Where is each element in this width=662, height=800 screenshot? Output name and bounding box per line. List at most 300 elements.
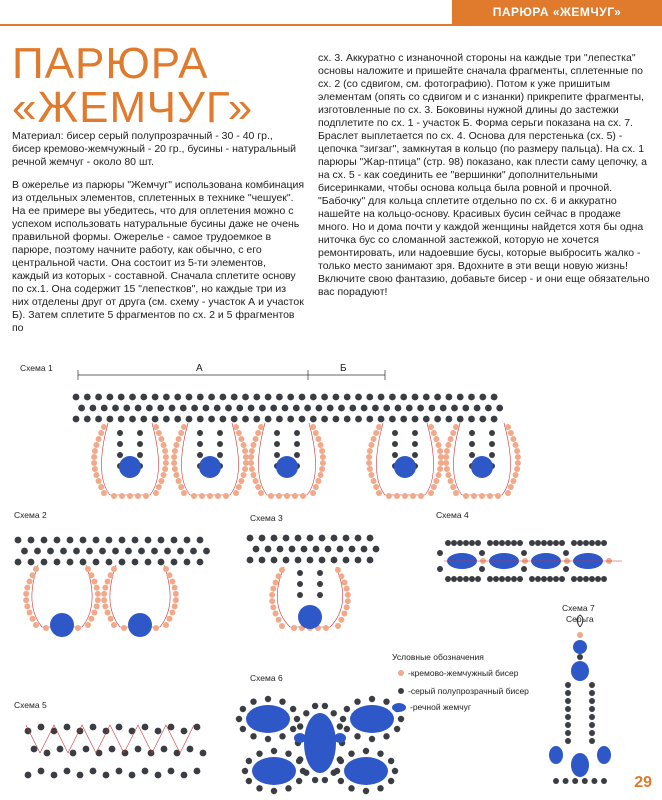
bead xyxy=(129,772,136,779)
bead xyxy=(77,772,84,779)
bead xyxy=(194,724,201,731)
pearl-bead xyxy=(252,757,296,785)
bead xyxy=(270,405,277,412)
bead xyxy=(102,585,108,591)
bead xyxy=(30,616,36,622)
bead xyxy=(283,557,290,564)
bead xyxy=(145,537,152,544)
bead xyxy=(173,472,179,478)
bead xyxy=(325,546,332,553)
bead xyxy=(457,416,464,423)
bead xyxy=(316,405,323,412)
right-body-text: сх. 3. Аккуратно с изнаночной стороны на каждые три "лепестка" основы наложите и пришейте сначала фрагменты, сплетенные по сх. 2 (со сдвигом, см. фотографию). Потом к уже пришитым элементам (опять со сдвигом и с изнанки) прикрепите фрагменты, изготовленные по сх. 3. Боковины нужной длины до застежки подплетите по сх. 1 - участок Б. Форма серьги показана на сх. 7. Браслет выплетается по сх. 4. Основа для перстенька (сх. 5) - цепочка "зигзаг", замкнутая в кольцо (по размеру пальца). На сх. 1 парюры "Жар-птица" (стр. 98) показано, как плести саму цепочку, а на сх. 5 - как соединить ее "вершинки" дополнительными бисеринками, чтобы основа кольца была ровной и прочной. "Бабочку" для кольца сплетите отдельно по сх. 6 и аккуратно нашейте на кольцо-основу. Красивых бусин сейчас в продаже много. Но и дома почти у каждой женщины найдется хотя бы одна ниточка бус со сломанной застежкой, которую не хочется ремонтировать, или надоевшие бусы, которые выбросить жалко - только место занимают зря. Вдохните в эти вещи новую жизнь! Включите свою фантазию, добавьте бисер - и они еще обязательно вас порадуют! xyxy=(318,52,650,298)
bead xyxy=(163,460,169,466)
bead xyxy=(299,416,306,423)
bead xyxy=(73,548,80,555)
bead xyxy=(319,466,325,472)
bead xyxy=(146,405,153,412)
bead xyxy=(348,750,354,756)
bead xyxy=(242,768,248,774)
bead xyxy=(437,550,443,556)
bead xyxy=(451,540,457,546)
bead xyxy=(321,416,328,423)
bead xyxy=(285,785,291,791)
bead xyxy=(428,490,434,496)
scheme6-label: Схема 6 xyxy=(250,673,283,683)
bead xyxy=(163,394,170,401)
bead xyxy=(367,535,374,542)
bead xyxy=(553,576,559,582)
bead xyxy=(78,405,85,412)
bead xyxy=(217,430,223,436)
bead xyxy=(284,493,290,499)
bead xyxy=(479,566,485,572)
bead xyxy=(438,454,444,460)
bead xyxy=(563,778,569,784)
bead xyxy=(322,777,328,783)
bead xyxy=(172,466,178,472)
bead xyxy=(377,750,383,756)
bead xyxy=(259,557,266,564)
bead xyxy=(125,548,132,555)
bead xyxy=(174,394,181,401)
bead xyxy=(94,603,100,609)
bead xyxy=(253,478,259,484)
bead xyxy=(341,611,347,617)
bead xyxy=(88,616,94,622)
bead xyxy=(331,770,337,776)
bead xyxy=(276,394,283,401)
bead xyxy=(395,405,402,412)
bead xyxy=(517,576,523,582)
bead xyxy=(208,416,215,423)
bead xyxy=(73,394,80,401)
bead xyxy=(41,537,48,544)
bead xyxy=(565,682,571,688)
bead xyxy=(111,622,117,628)
bead xyxy=(215,493,221,499)
pearl-bead xyxy=(549,746,563,764)
bead xyxy=(24,585,30,591)
bead xyxy=(355,394,362,401)
bead xyxy=(412,452,418,458)
bead xyxy=(293,405,300,412)
pearl-bead xyxy=(471,456,493,478)
bead xyxy=(366,394,373,401)
bead xyxy=(217,441,223,447)
bead xyxy=(344,726,350,732)
bead xyxy=(181,424,187,430)
bead xyxy=(200,750,207,757)
bead xyxy=(282,405,289,412)
bead xyxy=(166,572,172,578)
bead xyxy=(111,493,117,499)
bead xyxy=(565,738,571,744)
bead xyxy=(249,466,255,472)
bead xyxy=(31,746,38,753)
bead xyxy=(513,442,519,448)
bead xyxy=(469,452,475,458)
bead xyxy=(355,416,362,423)
bead xyxy=(265,546,272,553)
bead xyxy=(174,750,181,757)
bead xyxy=(338,778,344,784)
bead xyxy=(515,454,521,460)
bead xyxy=(292,493,298,499)
bead xyxy=(246,778,252,784)
bead xyxy=(27,610,33,616)
bead xyxy=(117,452,123,458)
bead xyxy=(322,703,328,709)
bead xyxy=(487,493,493,499)
bead xyxy=(318,442,324,448)
scheme7-sublabel: Серьга xyxy=(566,614,594,624)
bead xyxy=(508,430,514,436)
bead xyxy=(389,394,396,401)
bead xyxy=(378,394,385,401)
bead xyxy=(450,430,456,436)
bead xyxy=(437,448,443,454)
bead xyxy=(250,698,256,704)
bead xyxy=(547,540,553,546)
bead xyxy=(67,559,74,566)
bead xyxy=(383,698,389,704)
bead xyxy=(295,557,302,564)
bead xyxy=(469,540,475,546)
bead xyxy=(276,573,282,579)
bead xyxy=(143,493,149,499)
bead xyxy=(355,557,362,564)
legend-grey-text: -серый полупрозрачный бисер xyxy=(408,686,529,696)
bead xyxy=(443,454,449,460)
bead xyxy=(158,436,164,442)
bead xyxy=(323,625,329,631)
bead xyxy=(475,540,481,546)
bead xyxy=(127,493,133,499)
bead xyxy=(93,472,99,478)
bead xyxy=(368,442,374,448)
bead xyxy=(184,537,191,544)
bead xyxy=(220,394,227,401)
scheme2-label: Схема 2 xyxy=(14,510,47,520)
bead xyxy=(440,405,447,412)
bead xyxy=(156,430,162,436)
bead xyxy=(344,706,350,712)
bead xyxy=(241,472,247,478)
bead xyxy=(23,597,29,603)
bead xyxy=(445,540,451,546)
bead xyxy=(116,768,123,775)
bead xyxy=(181,772,188,779)
bead xyxy=(296,778,302,784)
bead xyxy=(105,610,111,616)
bead xyxy=(355,535,362,542)
bead xyxy=(371,436,377,442)
bead xyxy=(86,548,93,555)
scheme1-label: Схема 1 xyxy=(20,363,53,373)
header-bar xyxy=(0,0,662,24)
schemes-area xyxy=(0,355,662,800)
bead xyxy=(106,559,113,566)
bead xyxy=(250,733,256,739)
bead xyxy=(28,559,35,566)
bead xyxy=(511,540,517,546)
bead xyxy=(273,611,279,617)
bead xyxy=(259,405,266,412)
bead xyxy=(203,548,210,555)
bead xyxy=(431,484,437,490)
bead xyxy=(303,770,309,776)
bead xyxy=(33,622,39,628)
bead xyxy=(376,424,382,430)
bead xyxy=(70,750,77,757)
bead xyxy=(511,576,517,582)
bead xyxy=(529,576,535,582)
bead xyxy=(180,405,187,412)
bead xyxy=(344,586,350,592)
bead xyxy=(559,540,565,546)
bead xyxy=(294,430,300,436)
bead xyxy=(186,416,193,423)
bead xyxy=(248,405,255,412)
bead xyxy=(101,424,107,430)
bead xyxy=(436,472,442,478)
pearl-bead xyxy=(276,456,298,478)
bead xyxy=(450,484,456,490)
bead xyxy=(129,416,136,423)
bead xyxy=(236,716,242,722)
bead xyxy=(394,493,400,499)
bead xyxy=(541,576,547,582)
bead xyxy=(601,576,607,582)
bead xyxy=(95,416,102,423)
bead xyxy=(92,466,98,472)
bead xyxy=(589,698,595,704)
bead xyxy=(434,394,441,401)
bead xyxy=(340,716,346,722)
bead xyxy=(444,466,450,472)
pearl-bead xyxy=(50,613,74,637)
bead xyxy=(152,394,159,401)
bead xyxy=(38,724,45,731)
bead xyxy=(265,416,272,423)
bead xyxy=(191,493,197,499)
bead xyxy=(368,472,374,478)
bead xyxy=(85,566,91,572)
bead xyxy=(577,632,583,638)
bead xyxy=(186,394,193,401)
bead xyxy=(310,424,316,430)
bead xyxy=(85,622,91,628)
bead xyxy=(80,537,87,544)
scheme3-label: Схема 3 xyxy=(250,513,283,523)
bead xyxy=(446,394,453,401)
bead xyxy=(172,585,178,591)
bead xyxy=(172,448,178,454)
bead xyxy=(341,579,347,585)
bead xyxy=(92,448,98,454)
bead xyxy=(207,493,213,499)
bead xyxy=(236,405,243,412)
bead xyxy=(259,535,266,542)
bead xyxy=(274,452,280,458)
bead xyxy=(508,484,514,490)
bead xyxy=(303,710,309,716)
bead xyxy=(453,424,459,430)
bead xyxy=(75,625,81,631)
page-number: 29 xyxy=(634,774,652,791)
bead xyxy=(242,394,249,401)
bead xyxy=(111,566,117,572)
bead xyxy=(283,535,290,542)
bead xyxy=(38,768,45,775)
bead xyxy=(315,478,321,484)
bead xyxy=(521,550,527,556)
bead xyxy=(327,405,334,412)
bead xyxy=(171,559,178,566)
bead xyxy=(112,548,119,555)
bead xyxy=(433,436,439,442)
bead xyxy=(437,466,443,472)
legend-cream-text: -кремово-жемчужный бисер xyxy=(408,668,519,678)
bead xyxy=(565,690,571,696)
bead xyxy=(93,559,100,566)
bead xyxy=(191,405,198,412)
bead xyxy=(256,785,262,791)
bead xyxy=(565,730,571,736)
bead xyxy=(98,430,104,436)
bead xyxy=(145,559,152,566)
bead xyxy=(102,603,108,609)
bead xyxy=(577,576,583,582)
bead xyxy=(109,746,116,753)
bead xyxy=(242,466,248,472)
bead xyxy=(96,436,102,442)
bead xyxy=(383,405,390,412)
bead xyxy=(438,460,444,466)
bead xyxy=(258,490,264,496)
bead xyxy=(163,622,169,628)
bead xyxy=(276,617,282,623)
bead xyxy=(271,557,278,564)
bead xyxy=(171,460,177,466)
pearl-bead xyxy=(394,456,416,478)
bead xyxy=(162,448,168,454)
bead xyxy=(361,405,368,412)
bead xyxy=(161,746,168,753)
bead xyxy=(479,416,486,423)
header-rule xyxy=(0,24,662,26)
bead xyxy=(417,405,424,412)
bead xyxy=(106,537,113,544)
bead xyxy=(253,436,259,442)
bead xyxy=(487,540,493,546)
bead xyxy=(319,448,325,454)
bead xyxy=(445,472,451,478)
bead xyxy=(463,493,469,499)
bead xyxy=(178,430,184,436)
bead xyxy=(553,540,559,546)
bead xyxy=(349,546,356,553)
bead xyxy=(485,405,492,412)
bead xyxy=(297,756,303,762)
bead xyxy=(269,592,275,598)
bead xyxy=(197,537,204,544)
bead xyxy=(91,578,97,584)
bead xyxy=(103,772,110,779)
grey-bead-icon xyxy=(398,688,404,694)
bead xyxy=(418,493,424,499)
bead xyxy=(553,778,559,784)
bead xyxy=(279,733,285,739)
bead xyxy=(21,548,28,555)
bead xyxy=(112,405,119,412)
bead xyxy=(582,778,588,784)
bead xyxy=(369,736,375,742)
bead xyxy=(319,557,326,564)
bead xyxy=(294,452,300,458)
bead xyxy=(331,557,338,564)
bead xyxy=(589,540,595,546)
bead xyxy=(307,535,314,542)
bead xyxy=(535,540,541,546)
bead xyxy=(583,576,589,582)
bead xyxy=(451,576,457,582)
bead xyxy=(313,546,320,553)
bead xyxy=(595,576,601,582)
bead xyxy=(505,490,511,496)
bead xyxy=(489,452,495,458)
bead xyxy=(363,748,369,754)
bead xyxy=(445,442,451,448)
article-title xyxy=(12,39,254,132)
bead xyxy=(571,540,577,546)
bead xyxy=(64,724,71,731)
bead xyxy=(333,416,340,423)
bead xyxy=(60,548,67,555)
bead xyxy=(178,484,184,490)
bead xyxy=(197,394,204,401)
bead xyxy=(591,778,597,784)
bead xyxy=(171,537,178,544)
bead xyxy=(428,424,434,430)
bead xyxy=(344,604,350,610)
bead xyxy=(276,493,282,499)
pearl-bead xyxy=(350,705,394,733)
bead xyxy=(84,416,91,423)
bead xyxy=(67,537,74,544)
bead xyxy=(199,493,205,499)
bead xyxy=(166,616,172,622)
bead xyxy=(453,490,459,496)
bead xyxy=(345,592,351,598)
bead xyxy=(429,405,436,412)
pearl-bead xyxy=(298,605,322,629)
bead xyxy=(295,535,302,542)
bead xyxy=(174,416,181,423)
bead xyxy=(366,454,372,460)
bead xyxy=(367,466,373,472)
bead xyxy=(496,405,503,412)
bead xyxy=(457,576,463,582)
bead xyxy=(371,478,377,484)
bead xyxy=(249,448,255,454)
bead xyxy=(91,454,97,460)
bead xyxy=(287,394,294,401)
bead xyxy=(15,537,22,544)
pearl-bead xyxy=(571,753,589,777)
bead xyxy=(373,546,380,553)
